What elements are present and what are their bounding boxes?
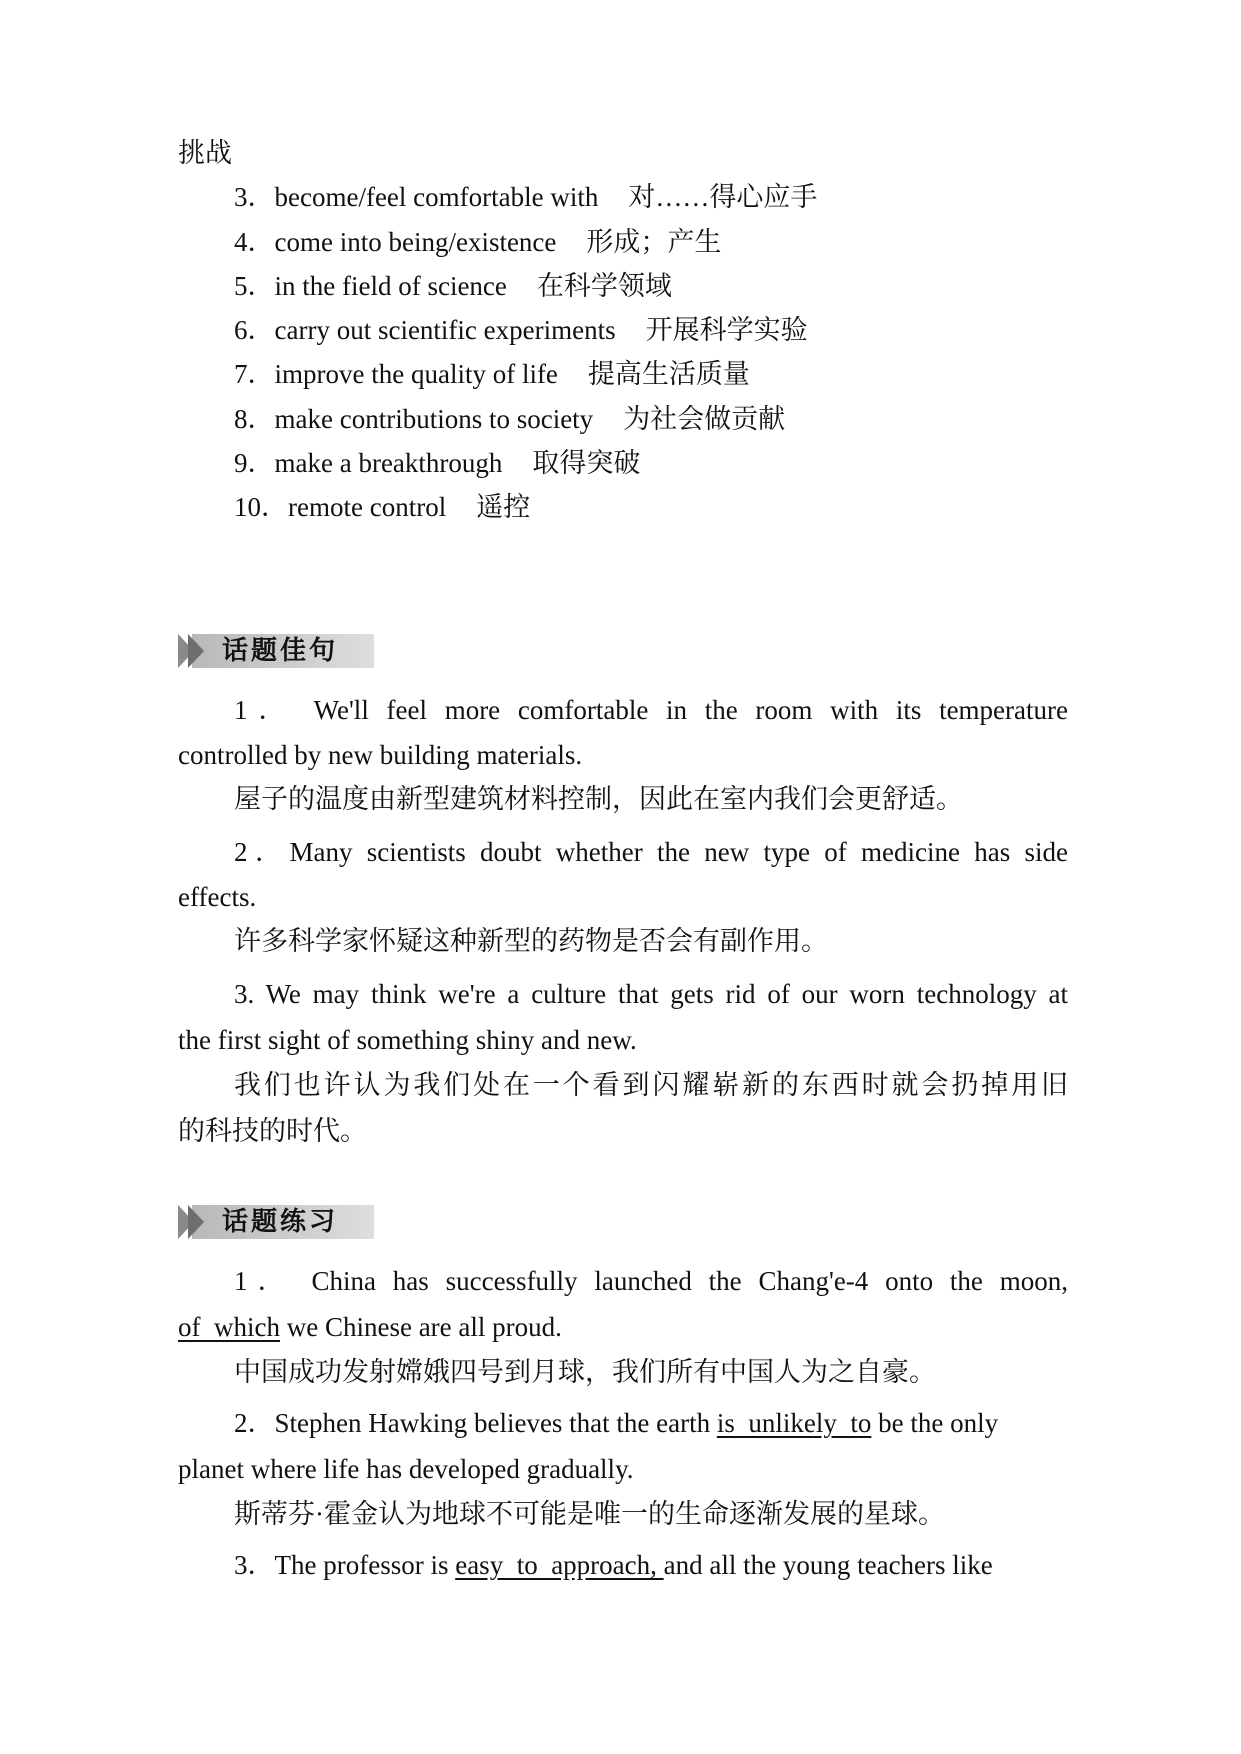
phrase-chinese: 提高生活质量 — [587, 359, 750, 389]
practice-text: be the only — [871, 1408, 999, 1438]
practice-line: planet where life has developed gradually. — [178, 1454, 634, 1484]
practice-translation: 中国成功发射嫦娥四号到月球，我们所有中国人为之自豪。 — [234, 1357, 936, 1387]
phrase-chinese: 取得突破 — [532, 448, 641, 478]
phrase-item — [234, 357, 750, 391]
sentence-line: effects. — [178, 882, 257, 912]
answer-blank: of which — [178, 1312, 280, 1342]
answer-blank: easy to approach, — [455, 1550, 664, 1580]
sentence-translation: 许多科学家怀疑这种新型的药物是否会有副作用。 — [234, 926, 828, 956]
phrase-chinese: 对……得心应手 — [628, 182, 818, 212]
phrase-english: carry out scientific experiments — [274, 315, 616, 345]
phrase-number: 3． — [234, 182, 275, 212]
phrase-item — [234, 402, 785, 436]
phrase-item — [234, 269, 672, 303]
practice-line — [234, 1548, 993, 1582]
phrase-english: make a breakthrough — [274, 448, 503, 478]
phrase-item — [234, 446, 640, 480]
sentence-translation: 我们也许认为我们处在一个看到闪耀崭新的东西时就会扔掉用旧 — [234, 1070, 1068, 1100]
practice-line — [234, 1406, 998, 1440]
phrase-number: 6． — [234, 315, 275, 345]
practice-line — [178, 1310, 562, 1344]
phrase-item — [234, 180, 817, 214]
continuation-text: 挑战 — [178, 138, 232, 168]
sentence-line: 2．Many scientists doubt whether the new type of medicine has side — [234, 837, 1068, 867]
practice-line: 1． China has successfully launched the Chang'e-4 onto the moon, — [234, 1266, 1068, 1296]
practice-translation: 斯蒂芬·霍金认为地球不可能是唯一的生命逐渐发展的星球。 — [234, 1499, 945, 1529]
sentence-line: controlled by new building materials. — [178, 740, 583, 770]
practice-text: 2．Stephen Hawking believes that the earth — [234, 1408, 717, 1438]
phrase-english: in the field of science — [274, 271, 507, 301]
phrase-english: make contributions to society — [274, 404, 594, 434]
phrase-chinese: 遥控 — [476, 492, 531, 522]
phrase-item — [234, 490, 530, 524]
phrase-number: 7． — [234, 359, 275, 389]
phrase-english: become/feel comfortable with — [274, 182, 599, 212]
sentence-line: 3. We may think we're a culture that gets rid of our worn technology at — [234, 979, 1068, 1009]
practice-text: we Chinese are all proud. — [279, 1312, 562, 1342]
phrase-item — [234, 225, 721, 259]
phrase-number: 4． — [234, 227, 275, 257]
sentence-line: the first sight of something shiny and new. — [178, 1025, 637, 1055]
section-banner-sentences — [178, 632, 374, 670]
section-title: 话题佳句 — [222, 636, 339, 666]
phrase-number: 8． — [234, 404, 275, 434]
phrase-number: 9． — [234, 448, 275, 478]
phrase-chinese: 形成；产生 — [586, 227, 722, 257]
phrase-chinese: 在科学领域 — [536, 271, 672, 301]
phrase-chinese: 开展科学实验 — [645, 315, 808, 345]
double-chevron-icon — [178, 632, 218, 670]
practice-text: 3．The professor is — [234, 1550, 456, 1580]
phrase-item — [234, 313, 808, 347]
answer-blank: is unlikely to — [716, 1408, 872, 1438]
phrase-english: improve the quality of life — [274, 359, 558, 389]
phrase-number: 5． — [234, 271, 275, 301]
phrase-number: 10． — [234, 492, 288, 522]
sentence-translation: 的科技的时代。 — [178, 1116, 367, 1146]
section-banner-practice — [178, 1203, 374, 1241]
double-chevron-icon — [178, 1203, 218, 1241]
sentence-line: 1． We'll feel more comfortable in the room with its temperature — [234, 695, 1068, 725]
sentence-translation: 屋子的温度由新型建筑材料控制，因此在室内我们会更舒适。 — [234, 784, 963, 814]
phrase-chinese: 为社会做贡献 — [623, 404, 786, 434]
practice-text: and all the young teachers like — [663, 1550, 993, 1580]
phrase-english: remote control — [288, 492, 447, 522]
section-title: 话题练习 — [222, 1207, 339, 1237]
phrase-english: come into being/existence — [274, 227, 557, 257]
